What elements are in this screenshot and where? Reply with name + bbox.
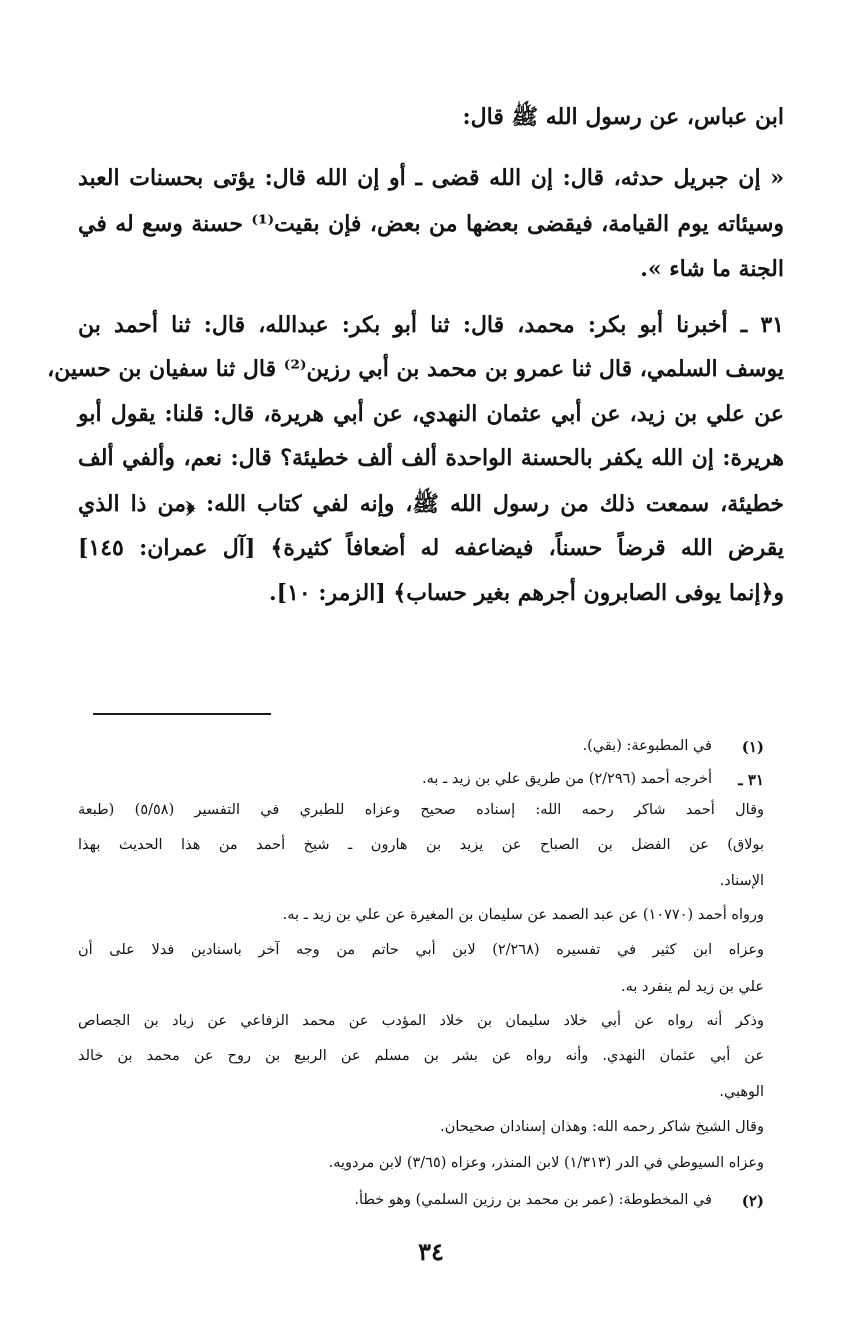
note-31-line-12: وعزاه السيوطي في الدر (١/٣١٣) لابن المنذر، وعزاه (٣/٦٥) لابن مردويه. [328, 1155, 764, 1171]
main-text-line-9: خطيئة، سمعت ذلك من رسول الله ﷺ، وإنه لفي كتاب الله: ﴿من ذا الذي [78, 491, 784, 517]
note-31-line-2: وقال أحمد شاكر رحمه الله: إسناده صحيح وعزاه للطبري في التفسير (٥/٥٨) (طبعة [78, 802, 765, 818]
footnote-1-text: في المطبوعة: (بقي). [582, 738, 712, 754]
note-31-line-3: بولاق) عن الفضل بن الصباح عن يزيد بن هارون ـ شيخ أحمد من هذا الحديث بهذا [78, 837, 764, 853]
main-text-line-5: ٣١ ـ أخبرنا أبو بكر: محمد، قال: ثنا أبو بكر: عبدالله، قال: ثنا أحمد بن [78, 312, 784, 338]
main-text-line-8: هريرة: إن الله يكفر بالحسنة الواحدة ألف ألف خطيئة؟ قال: نعم، وألفي ألف [78, 445, 784, 471]
footnote-2-text: في المخطوطة: (عمر بن محمد بن رزين السلمي) وهو خطأ. [354, 1192, 712, 1208]
note-31-line-7: علي بن زيد لم ينفرد به. [621, 979, 764, 995]
main-text-line-10: يقرض الله قرضاً حسناً، فيضاعفه له أضعافاً كثيرة﴾ [آل عمران: ١٤٥] [78, 535, 784, 561]
footnote-2-label: (٢) [741, 1192, 764, 1210]
main-text-line-4: الجنة ما شاء ». [640, 256, 784, 282]
note-31-line-8: وذكر أنه رواه عن أبي خلاد سليمان بن خلاد المؤدب عن محمد الزفاعي عن زياد بن الجصاص [78, 1013, 764, 1029]
note-31-label: ٣١ ـ [738, 771, 764, 789]
main-text-line-7: عن علي بن زيد، عن أبي عثمان النهدي، عن أبي هريرة، قال: قلنا: يقول أبو [78, 401, 784, 427]
main-text-line-3: وسيئاته يوم القيامة، فيقضى بعضها من بعض، فإن بقيت⁽¹⁾ حسنة وسع له في [78, 211, 785, 237]
main-text-line-11: و﴿إنما يوفى الصابرون أجرهم بغير حساب﴾ [الزمر: ١٠]. [268, 580, 784, 606]
footnote-separator [93, 713, 271, 715]
note-31-line-11: وقال الشيخ شاكر رحمه الله: وهذان إسنادان صحيحان. [440, 1119, 764, 1135]
note-31-line-6: وعزاه ابن كثير في تفسيره (٢/٢٦٨) لابن أبي حاتم من وجه آخر باسنادين فدلا على أن [78, 942, 764, 958]
main-text-line-6: يوسف السلمي، قال ثنا عمرو بن محمد بن أبي رزين⁽²⁾ قال ثنا سفيان بن حسين، [47, 356, 784, 382]
note-31-line-10: الوهبي. [719, 1084, 764, 1100]
main-text-line-1: ابن عباس، عن رسول الله ﷺ قال: [462, 104, 784, 130]
note-31-line-1: أخرجه أحمد (٢/٢٩٦) من طريق علي بن زيد ـ به. [422, 771, 712, 787]
main-text-line-2: « إن جبريل حدثه، قال: إن الله قضى ـ أو إن الله قال: يؤتى بحسنات العبد [78, 165, 784, 191]
page-number: ٣٤ [418, 1237, 444, 1266]
note-31-line-4: الإسناد. [719, 873, 764, 889]
note-31-line-9: عن أبي عثمان النهدي. وأنه رواه عن بشر بن مسلم عن الربيع بن روح عن محمد بن خالد [78, 1048, 764, 1064]
note-31-line-5: ورواه أحمد (١٠٧٧٠) عن عبد الصمد عن سليمان بن المغيرة عن علي بن زيد ـ به. [282, 907, 764, 923]
footnote-1-label: (١) [741, 738, 764, 756]
